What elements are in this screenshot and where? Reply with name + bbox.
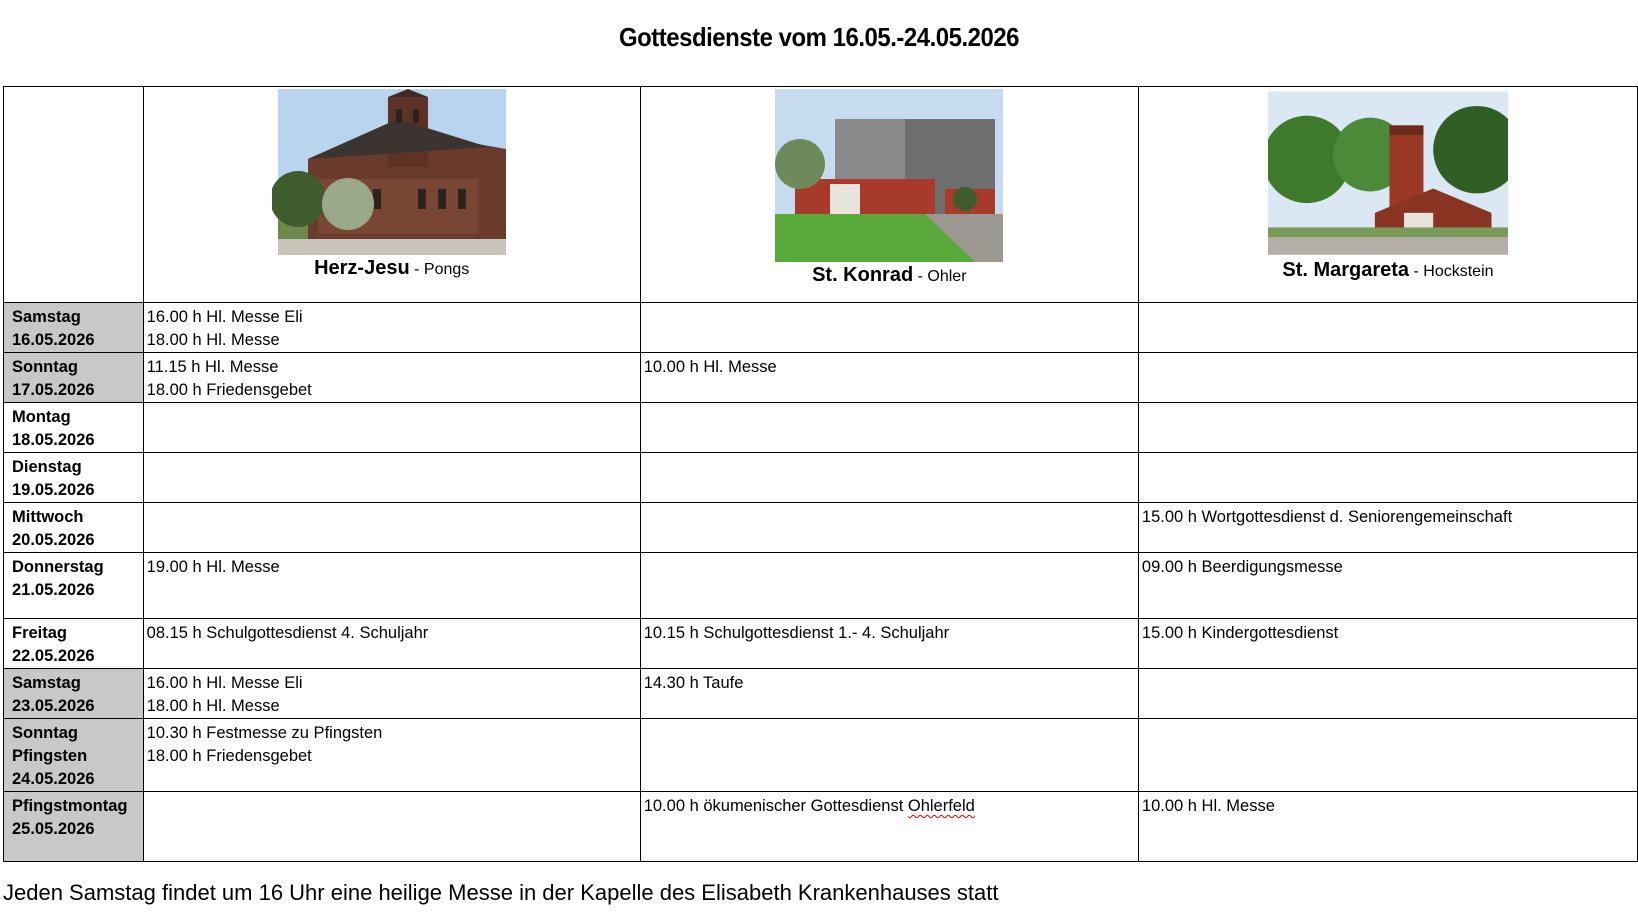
day-label-line: 16.05.2026 (12, 331, 95, 349)
day-label-line: Sonntag (12, 358, 78, 376)
day-label-line: 20.05.2026 (12, 531, 95, 549)
service-cell (143, 453, 640, 503)
service-entry: 10.00 h Hl. Messe (643, 358, 777, 376)
service-cell (640, 453, 1138, 503)
table-row (4, 669, 1638, 719)
day-label-cell (4, 503, 144, 553)
service-cell (1138, 453, 1637, 503)
service-entry: 16.00 h Hl. Messe Eli (146, 308, 303, 326)
st-konrad-church-photo (769, 89, 1009, 262)
day-label-line: Montag (12, 408, 71, 426)
service-cell (1138, 503, 1637, 553)
service-cell (1138, 669, 1637, 719)
church-name-st-margareta: St. Margareta - Hockstein (1282, 259, 1494, 281)
day-label-line: Sonntag (12, 724, 78, 742)
service-schedule-table (3, 86, 1638, 862)
service-cell (143, 553, 640, 619)
service-cell (640, 403, 1138, 453)
service-entry: 15.00 h Wortgottesdienst d. Seniorengemeinschaft (1141, 508, 1513, 526)
day-label-line: 17.05.2026 (12, 381, 95, 399)
service-cell (143, 403, 640, 453)
day-label-line: 18.05.2026 (12, 431, 95, 449)
church-name-herz-jesu: Herz-Jesu - Pongs (314, 257, 470, 279)
page-title: Gottesdienste vom 16.05.-24.05.2026 (618, 22, 1020, 52)
table-row (4, 792, 1638, 862)
service-cell (640, 669, 1138, 719)
day-label-line: 24.05.2026 (12, 770, 95, 788)
footer-note: Jeden Samstag findet um 16 Uhr eine heilige Messe in der Kapelle des Elisabeth Krankenhauses statt (3, 880, 999, 905)
table-row (4, 303, 1638, 353)
day-label-cell (4, 719, 144, 792)
spellcheck-word: Ohlerfeld (907, 797, 975, 815)
day-label-line: Pfingstmontag (12, 797, 128, 815)
herz-jesu-church-photo (272, 89, 512, 255)
service-entry: 18.00 h Hl. Messe (146, 331, 280, 349)
service-cell (1138, 719, 1637, 792)
service-cell (640, 353, 1138, 403)
day-label-cell (4, 353, 144, 403)
service-cell (1138, 792, 1637, 862)
service-entry: 16.00 h Hl. Messe Eli (146, 674, 303, 692)
corner-cell (4, 87, 144, 303)
church-header-st-margareta (1138, 87, 1637, 303)
day-label-line: Donnerstag (12, 558, 104, 576)
service-entry: 18.00 h Friedensgebet (146, 747, 312, 765)
st-margareta-church-photo (1268, 89, 1508, 257)
day-label-cell (4, 403, 144, 453)
day-label-line: Pfingsten (12, 747, 88, 765)
service-entry: 09.00 h Beerdigungsmesse (1141, 558, 1343, 576)
service-entry: 10.00 h Hl. Messe (1141, 797, 1275, 815)
table-row (4, 403, 1638, 453)
service-entry: 08.15 h Schulgottesdienst 4. Schuljahr (146, 624, 429, 642)
table-row (4, 453, 1638, 503)
service-entry: 10.15 h Schulgottesdienst 1.- 4. Schuljahr (643, 624, 950, 642)
service-cell (143, 619, 640, 669)
day-label-line: 22.05.2026 (12, 647, 95, 665)
table-row (4, 353, 1638, 403)
day-label-cell (4, 453, 144, 503)
day-label-line: 25.05.2026 (12, 820, 95, 838)
table-row (4, 719, 1638, 792)
service-entry: 10.30 h Festmesse zu Pfingsten (146, 724, 383, 742)
day-label-cell (4, 553, 144, 619)
service-cell (143, 792, 640, 862)
service-cell (1138, 303, 1637, 353)
church-header-st-konrad (640, 87, 1138, 303)
service-cell (640, 503, 1138, 553)
day-label-line: 21.05.2026 (12, 581, 95, 599)
service-cell (640, 553, 1138, 619)
service-cell (640, 619, 1138, 669)
day-label-cell (4, 669, 144, 719)
service-entry: 10.00 h ökumenischer Gottesdienst Ohlerfeld (643, 797, 975, 815)
service-entry: 14.30 h Taufe (643, 674, 744, 692)
day-label-line: 19.05.2026 (12, 481, 95, 499)
service-entry: 19.00 h Hl. Messe (146, 558, 280, 576)
church-name-st-konrad: St. Konrad - Ohler (812, 264, 967, 286)
day-label-line: Dienstag (12, 458, 82, 476)
service-cell (640, 303, 1138, 353)
service-cell (640, 719, 1138, 792)
table-row (4, 553, 1638, 619)
table-row (4, 503, 1638, 553)
service-entry: 18.00 h Hl. Messe (146, 697, 280, 715)
service-cell (143, 719, 640, 792)
service-cell (640, 792, 1138, 862)
service-cell (1138, 353, 1637, 403)
day-label-cell (4, 303, 144, 353)
service-entry: 18.00 h Friedensgebet (146, 381, 312, 399)
service-cell (143, 353, 640, 403)
day-label-cell (4, 792, 144, 862)
table-row (4, 619, 1638, 669)
service-cell (1138, 403, 1637, 453)
service-cell (1138, 553, 1637, 619)
service-cell (143, 303, 640, 353)
day-label-line: Samstag (12, 308, 81, 326)
day-label-line: Samstag (12, 674, 81, 692)
service-cell (143, 503, 640, 553)
day-label-line: 23.05.2026 (12, 697, 95, 715)
header-row (4, 87, 1638, 303)
day-label-cell (4, 619, 144, 669)
service-cell (1138, 619, 1637, 669)
day-label-line: Mittwoch (12, 508, 84, 526)
church-header-herz-jesu (143, 87, 640, 303)
service-entry: 15.00 h Kindergottesdienst (1141, 624, 1339, 642)
service-entry: 11.15 h Hl. Messe (146, 358, 279, 376)
service-cell (143, 669, 640, 719)
day-label-line: Freitag (12, 624, 68, 642)
